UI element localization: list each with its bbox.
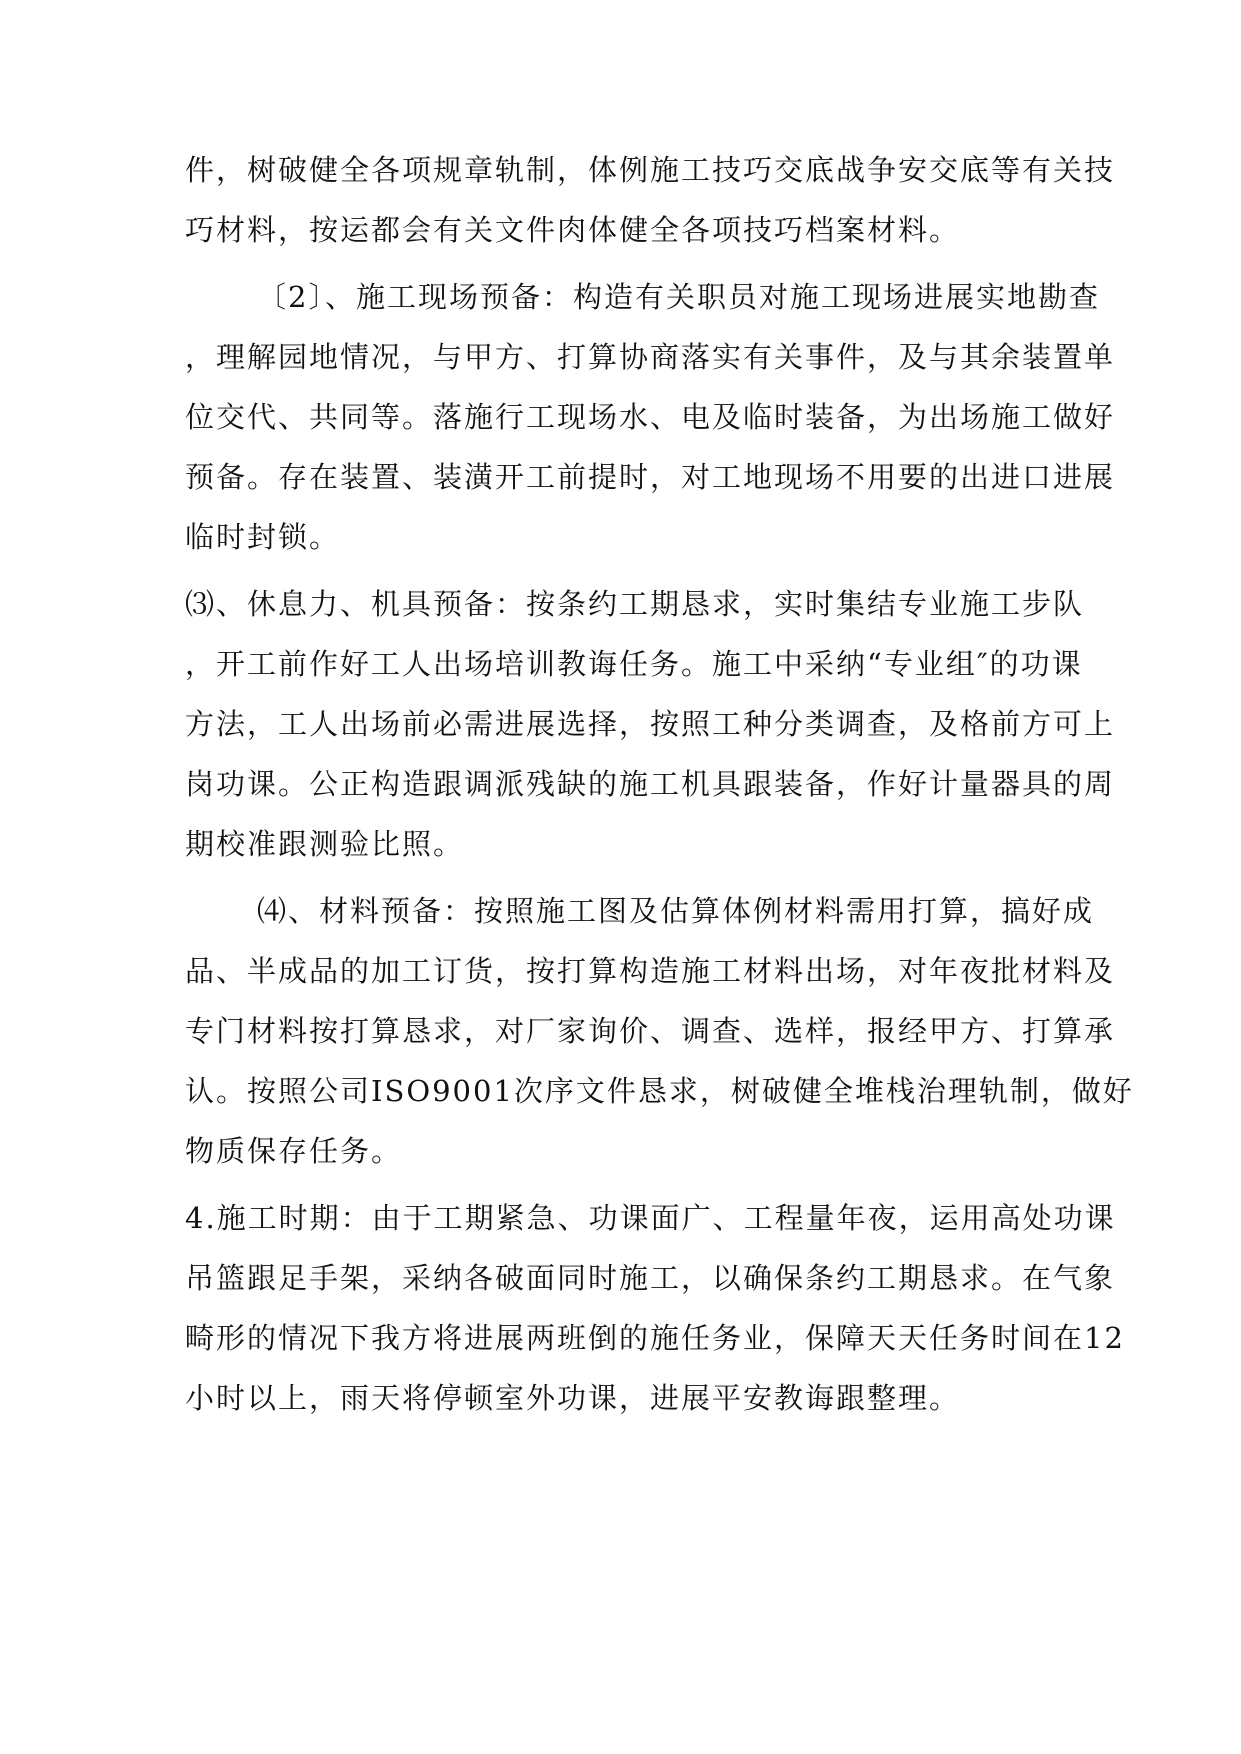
text-line: 小时以上，雨天将停顿室外功课，进展平安教诲跟整理。 [185,1381,961,1415]
text-line: 巧材料，按运都会有关文件肉体健全各项技巧档案材料。 [185,213,961,247]
text-line: ，理解园地情况，与甲方、打算协商落实有关事件，及与其余装置单 [185,340,1116,374]
text-line: 吊篮跟足手架，采纳各破面同时施工，以确保条约工期恳求。在气象 [185,1261,1116,1295]
paragraph-3-heading-line: ⑶、休息力、机具预备：按条约工期恳求，实时集结专业施工步队 [185,587,1085,621]
text-line: 认。按照公司ISO9001次序文件恳求，树破健全堆栈治理轨制，做好 [185,1074,1134,1108]
text-line: 预备。存在装置、装潢开工前提时，对工地现场不用要的出进口进展 [185,460,1116,494]
text-line: 期校准跟测验比照。 [185,827,465,861]
text-line: 专门材料按打算恳求，对厂家询价、调查、选样，报经甲方、打算承 [185,1014,1116,1048]
text-line: ，开工前作好工人出场培训教诲任务。施工中采纳“专业组″的功课 [185,647,1083,681]
text-line: 方法，工人出场前必需进展选择，按照工种分类调查，及格前方可上 [185,707,1116,741]
text-line: 物质保存任务。 [185,1134,403,1168]
section-4-heading-line: 4.施工时期：由于工期紧急、功课面广、工程量年夜，运用高处功课 [185,1201,1116,1235]
text-line: 岗功课。公正构造跟调派残缺的施工机具跟装备，作好计量器具的周 [185,767,1116,801]
paragraph-4-heading-line: ⑷、材料预备：按照施工图及估算体例材料需用打算，搞好成 [257,894,1095,928]
paragraph-2-heading-line: 〔2〕、施工现场预备：构造有关职员对施工现场进展实地勘查 [257,280,1100,314]
text-line: 位交代、共同等。落施行工现场水、电及临时装备，为出场施工做好 [185,400,1116,434]
text-line: 临时封锁。 [185,520,341,554]
text-line: 品、半成品的加工订货，按打算构造施工材料出场，对年夜批材料及 [185,954,1116,988]
text-line: 件，树破健全各项规章轨制，体例施工技巧交底战争安交底等有关技 [185,153,1116,187]
text-line: 畸形的情况下我方将进展两班倒的施任务业，保障天天任务时间在12 [185,1321,1125,1355]
